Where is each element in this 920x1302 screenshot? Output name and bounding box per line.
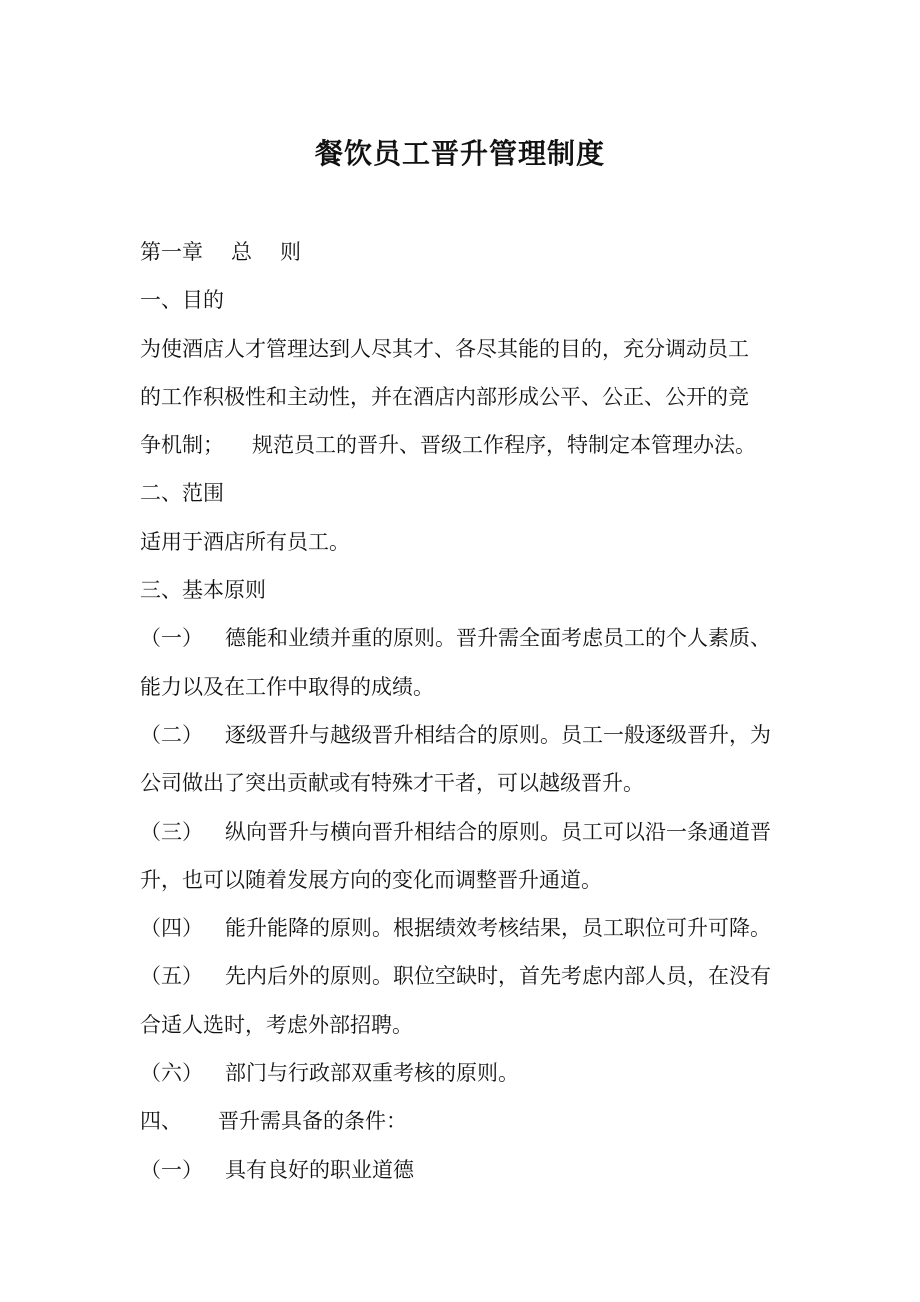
principle-number: （五） (140, 964, 203, 989)
principle-number: （四） (140, 916, 203, 941)
paragraph-line: 为使酒店人才管理达到人尽其才、各尽其能的目的，充分调动员工 (140, 336, 749, 361)
principle-continuation: 合适人选时，考虑外部招聘。 (140, 1012, 413, 1037)
paragraph-line: 的工作积极性和主动性，并在酒店内部形成公平、公正、公开的竞 (140, 384, 749, 409)
document-title: 餐饮员工晋升管理制度 (314, 137, 605, 170)
paragraph-line: 适用于酒店所有员工。 (140, 529, 350, 554)
section-heading-scope: 二、范围 (140, 481, 224, 506)
condition-number: （一） (140, 1157, 203, 1182)
principle-item (140, 904, 770, 952)
principle-text: 逐级晋升与越级晋升相结合的原则。员工一般逐级晋升，为 (225, 722, 771, 747)
chapter-heading (140, 228, 770, 276)
document-body (140, 228, 770, 1194)
principle-continuation: 能力以及在工作中取得的成绩。 (140, 674, 434, 699)
principle-item (140, 1049, 770, 1097)
principle-text: 能升能降的原则。根据绩效考核结果，员工职位可升可降。 (225, 916, 771, 941)
chapter-word-1: 总 (231, 240, 252, 264)
condition-item (140, 1146, 770, 1194)
principle-text: 先内后外的原则。职位空缺时，首先考虑内部人员，在没有 (225, 964, 771, 989)
principle-item (140, 952, 770, 1000)
section-text: 晋升需具备的条件： (218, 1109, 407, 1134)
principle-text: 部门与行政部双重考核的原则。 (225, 1061, 519, 1086)
principle-item (140, 808, 770, 856)
paragraph-fragment: 规范员工的晋升、晋级工作程序，特制定本管理办法。 (252, 433, 756, 458)
principle-item (140, 614, 770, 662)
chapter-label: 第一章 (140, 240, 203, 264)
section-heading-conditions (140, 1097, 770, 1145)
principle-number: （二） (140, 722, 203, 747)
section-heading-principles: 三、基本原则 (140, 578, 266, 603)
principle-continuation: 升，也可以随着发展方向的变化而调整晋升通道。 (140, 867, 602, 892)
section-heading-purpose: 一、目的 (140, 288, 224, 313)
paragraph-line (140, 421, 770, 469)
chapter-word-2: 则 (280, 240, 301, 264)
principle-number: （一） (140, 626, 203, 651)
principle-item (140, 711, 770, 759)
section-number: 四、 (140, 1109, 182, 1134)
principle-text: 纵向晋升与横向晋升相结合的原则。员工可以沿一条通道晋 (225, 819, 771, 844)
condition-text: 具有良好的职业道德 (225, 1157, 414, 1182)
principle-text: 德能和业绩并重的原则。晋升需全面考虑员工的个人素质、 (225, 626, 771, 651)
principle-number: （三） (140, 819, 203, 844)
principle-number: （六） (140, 1061, 203, 1086)
principle-continuation: 公司做出了突出贡献或有特殊才干者，可以越级晋升。 (140, 771, 644, 796)
paragraph-fragment: 争机制； (140, 433, 224, 458)
